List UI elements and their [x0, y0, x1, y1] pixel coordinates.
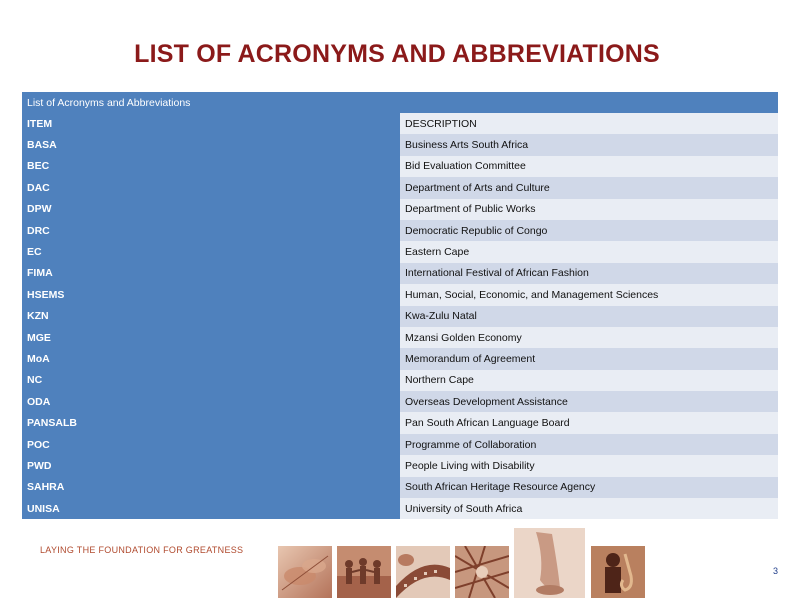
acronym-cell: BASA — [22, 134, 400, 155]
table-row — [22, 263, 778, 284]
description-cell: Department of Public Works — [400, 199, 778, 220]
description-cell: Kwa-Zulu Natal — [400, 306, 778, 327]
description-cell: Bid Evaluation Committee — [400, 156, 778, 177]
table-row — [22, 455, 778, 476]
acronym-cell: ODA — [22, 391, 400, 412]
footer-slogan: LAYING THE FOUNDATION FOR GREATNESS — [40, 545, 244, 555]
acronym-cell: NC — [22, 370, 400, 391]
film-reel-photo — [396, 546, 450, 598]
table-row — [22, 177, 778, 198]
acronym-cell: DRC — [22, 220, 400, 241]
acronym-cell: HSEMS — [22, 284, 400, 305]
acronym-cell: SAHRA — [22, 477, 400, 498]
dancers-photo — [337, 546, 391, 598]
table-row — [22, 134, 778, 155]
table-row — [22, 199, 778, 220]
acronym-cell: FIMA — [22, 263, 400, 284]
column-header-row — [22, 113, 778, 134]
acronym-cell: POC — [22, 434, 400, 455]
description-cell: Pan South African Language Board — [400, 412, 778, 433]
acronym-cell: BEC — [22, 156, 400, 177]
description-cell: Overseas Development Assistance — [400, 391, 778, 412]
table-row — [22, 391, 778, 412]
description-cell: University of South Africa — [400, 498, 778, 519]
description-cell: Memorandum of Agreement — [400, 348, 778, 369]
acronym-cell: MGE — [22, 327, 400, 348]
description-column-header: DESCRIPTION — [400, 113, 778, 134]
table-header-row — [22, 92, 778, 113]
description-cell: Mzansi Golden Economy — [400, 327, 778, 348]
table-row — [22, 477, 778, 498]
description-cell: People Living with Disability — [400, 455, 778, 476]
description-cell: South African Heritage Resource Agency — [400, 477, 778, 498]
item-column-header: ITEM — [22, 113, 400, 134]
beadwork-photo — [455, 546, 509, 598]
table-row — [22, 306, 778, 327]
hands-sewing-photo — [278, 546, 332, 598]
description-cell: Democratic Republic of Congo — [400, 220, 778, 241]
description-cell: Programme of Collaboration — [400, 434, 778, 455]
ballet-shoes-photo — [514, 528, 585, 598]
table-row — [22, 284, 778, 305]
page-number: 3 — [773, 566, 779, 576]
table-row — [22, 156, 778, 177]
acronym-cell: PWD — [22, 455, 400, 476]
acronym-cell: DPW — [22, 199, 400, 220]
description-cell: Department of Arts and Culture — [400, 177, 778, 198]
acronym-cell: UNISA — [22, 498, 400, 519]
acronym-cell: KZN — [22, 306, 400, 327]
table-header: List of Acronyms and Abbreviations — [22, 92, 778, 113]
table-row — [22, 498, 778, 519]
acronym-cell: DAC — [22, 177, 400, 198]
acronyms-table — [22, 92, 778, 519]
acronym-cell: EC — [22, 241, 400, 262]
table-row — [22, 241, 778, 262]
description-cell: Human, Social, Economic, and Management Sciences — [400, 284, 778, 305]
description-cell: Northern Cape — [400, 370, 778, 391]
table-row — [22, 348, 778, 369]
acronym-cell: MoA — [22, 348, 400, 369]
table-row — [22, 434, 778, 455]
table-row — [22, 327, 778, 348]
acronym-cell: PANSALB — [22, 412, 400, 433]
description-cell: Eastern Cape — [400, 241, 778, 262]
table-row — [22, 220, 778, 241]
table-row — [22, 412, 778, 433]
page-title: LIST OF ACRONYMS AND ABBREVIATIONS — [134, 40, 660, 68]
description-cell: International Festival of African Fashion — [400, 263, 778, 284]
table-row — [22, 370, 778, 391]
saxophone-player-photo — [591, 546, 645, 598]
description-cell: Business Arts South Africa — [400, 134, 778, 155]
